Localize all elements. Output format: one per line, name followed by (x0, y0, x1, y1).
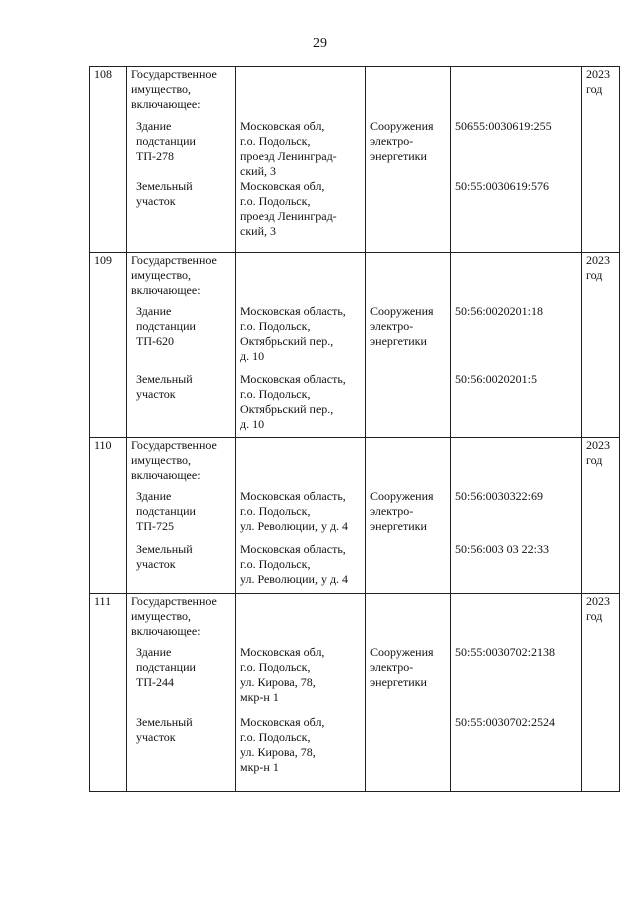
record-number: 108 (94, 67, 112, 81)
item-address: Московская обл, г.о. Подольск, проезд Ленинград- ский, 3 (240, 119, 337, 178)
item-name: Земельный участок (136, 372, 193, 401)
record-year: 2023 год (586, 594, 610, 623)
record-header: Государственное имущество, включающее: (131, 594, 217, 638)
cadastral-number: 50:55:0030702:2524 (455, 715, 556, 729)
record-row (90, 67, 620, 253)
item-name: Земельный участок (136, 715, 193, 744)
record-year: 2023 год (586, 253, 610, 282)
item-address: Московская обл, г.о. Подольск, ул. Кирова, 78, мкр-н 1 (240, 715, 325, 774)
cadastral-number: 50:56:0020201:18 (455, 304, 544, 318)
cadastral-number: 50:56:0020201:5 (455, 372, 538, 386)
record-number: 110 (94, 438, 112, 452)
record-year: 2023 год (586, 67, 610, 96)
item-address: Московская область, г.о. Подольск, ул. Революции, у д. 4 (240, 489, 349, 533)
record-year: 2023 год (586, 438, 610, 467)
item-address: Московская область, г.о. Подольск, Октябрьский пер., д. 10 (240, 304, 346, 363)
record-row (90, 594, 620, 792)
item-name: Здание подстанции ТП-725 (136, 489, 196, 533)
cadastral-number: 50:56:003 03 22:33 (455, 542, 550, 556)
item-name: Здание подстанции ТП-278 (136, 119, 196, 163)
record-header: Государственное имущество, включающее: (131, 253, 217, 297)
item-type: Сооружения электро- энергетики (370, 645, 434, 689)
item-address: Московская область, г.о. Подольск, Октябрьский пер., д. 10 (240, 372, 346, 431)
item-type: Сооружения электро- энергетики (370, 119, 434, 163)
item-address: Московская обл, г.о. Подольск, проезд Ленинград- ский, 3 (240, 179, 337, 238)
record-number: 109 (94, 253, 112, 267)
cadastral-number: 50:56:0030322:69 (455, 489, 544, 503)
item-type: Сооружения электро- энергетики (370, 489, 434, 533)
record-header: Государственное имущество, включающее: (131, 438, 217, 482)
item-address: Московская область, г.о. Подольск, ул. Революции, у д. 4 (240, 542, 349, 586)
item-name: Земельный участок (136, 542, 193, 571)
item-name: Здание подстанции ТП-620 (136, 304, 196, 348)
cadastral-number: 50655:0030619:255 (455, 119, 552, 133)
item-name: Земельный участок (136, 179, 193, 208)
record-number: 111 (94, 594, 112, 608)
page-number: 29 (313, 36, 327, 51)
item-type: Сооружения электро- энергетики (370, 304, 434, 348)
cadastral-number: 50:55:0030619:576 (455, 179, 550, 193)
property-register-table (89, 66, 620, 792)
item-name: Здание подстанции ТП-244 (136, 645, 196, 689)
cadastral-number: 50:55:0030702:2138 (455, 645, 556, 659)
record-row (90, 253, 620, 438)
record-row (90, 438, 620, 594)
record-header: Государственное имущество, включающее: (131, 67, 217, 111)
item-address: Московская обл, г.о. Подольск, ул. Кирова, 78, мкр-н 1 (240, 645, 325, 704)
